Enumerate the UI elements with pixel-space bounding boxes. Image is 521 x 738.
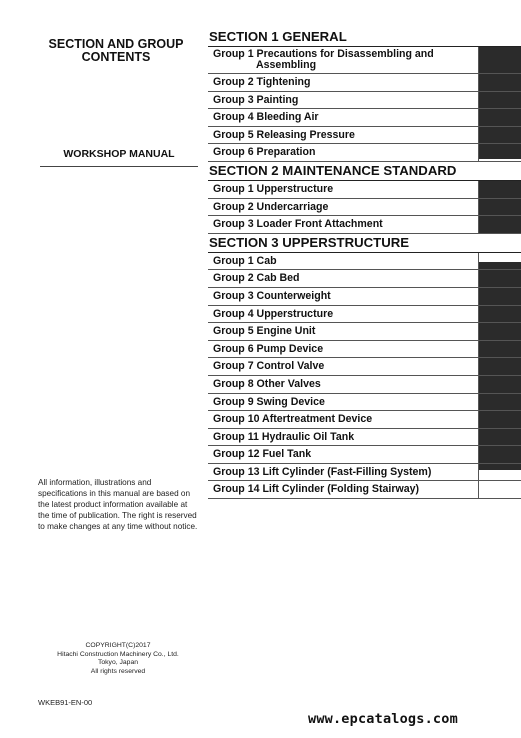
toc-item-label: Group 3 Counterweight [213,289,331,302]
table-of-contents [208,28,521,499]
toc-item[interactable] [208,288,521,306]
toc-item[interactable] [208,429,521,447]
toc-item-label: Group 12 Fuel Tank [213,448,312,461]
toc-item[interactable] [208,306,521,324]
disclaimer-text: All information, illustrations and specifications in this manual are based on the latest product information available at the time of publication. The right is reserved to make changes at any time without notice. [38,478,198,531]
copyright-line: COPYRIGHT(C)2017 [85,642,151,649]
toc-item[interactable] [208,411,521,429]
toc-item-label: Group 3 Painting [213,93,299,106]
toc-item-label: Group 3 Loader Front Attachment [213,218,383,231]
toc-item-label: Group 1 Precautions for Disassembling and [213,48,434,60]
toc-item-label: Group 10 Aftertreatment Device [213,413,373,426]
section-1 [208,28,521,162]
section-3 [208,234,521,499]
toc-item[interactable] [208,341,521,359]
toc-item[interactable] [208,358,521,376]
contents-title-line1: SECTION AND GROUP [48,37,184,51]
toc-item[interactable] [208,464,521,482]
toc-item-label: Group 6 Preparation [213,146,316,159]
toc-item-label: Group 11 Hydraulic Oil Tank [213,430,355,443]
toc-item-label: Group 1 Cab [213,254,277,267]
toc-item[interactable] [208,144,521,162]
toc-item-label-cont: Assembling [256,58,317,71]
toc-item[interactable] [208,376,521,394]
watermark-url: www.epcatalogs.com [308,711,458,727]
toc-item-label: Group 7 Control Valve [213,360,325,373]
toc-item[interactable] [208,270,521,288]
toc-item-label: Group 5 Engine Unit [213,325,316,338]
toc-item[interactable] [208,74,521,92]
toc-item-label: Group 2 Undercarriage [213,200,329,213]
section-title[interactable]: SECTION 3 UPPERSTRUCTURE [208,234,521,253]
toc-item-label: Group 2 Cab Bed [213,272,300,285]
toc-item-label: Group 6 Pump Device [213,342,324,355]
toc-item[interactable] [208,199,521,217]
toc-item[interactable] [208,446,521,464]
copyright-block [40,642,196,676]
toc-item-label: Group 5 Releasing Pressure [213,128,355,141]
manual-label: WORKSHOP MANUAL [63,148,175,160]
toc-item-label: Group 14 Lift Cylinder (Folding Stairway) [213,483,420,496]
toc-item[interactable] [208,323,521,341]
toc-item[interactable] [208,181,521,199]
toc-item-label: Group 1 Upperstructure [213,182,334,195]
toc-item[interactable] [208,216,521,234]
toc-item-label: Group 2 Tightening [213,76,311,88]
toc-item[interactable] [208,109,521,127]
toc-item[interactable] [208,47,521,74]
copyright-line: Hitachi Construction Machinery Co., Ltd. [57,650,179,658]
copyright-line: Tokyo, Japan [97,659,139,667]
copyright-line: All rights reserved [90,667,146,675]
contents-title-line2: CONTENTS [81,50,151,64]
toc-item[interactable] [208,394,521,412]
toc-item-label: Group 13 Lift Cylinder (Fast-Filling System) [213,465,432,478]
toc-item[interactable] [208,92,521,110]
toc-item[interactable] [208,481,521,499]
toc-item[interactable] [208,253,521,271]
toc-item-label: Group 8 Other Valves [213,377,321,390]
section-title[interactable]: SECTION 1 GENERAL [208,28,521,47]
document-code: WKEB91-EN-00 [38,698,93,707]
section-title[interactable]: SECTION 2 MAINTENANCE STANDARD [208,162,521,181]
divider [40,166,198,167]
toc-item-label: Group 4 Bleeding Air [213,111,319,124]
toc-item-label: Group 4 Upperstructure [213,307,334,320]
section-2 [208,162,521,234]
contents-title [36,38,196,64]
toc-item-label: Group 9 Swing Device [213,395,325,408]
toc-item[interactable] [208,127,521,145]
